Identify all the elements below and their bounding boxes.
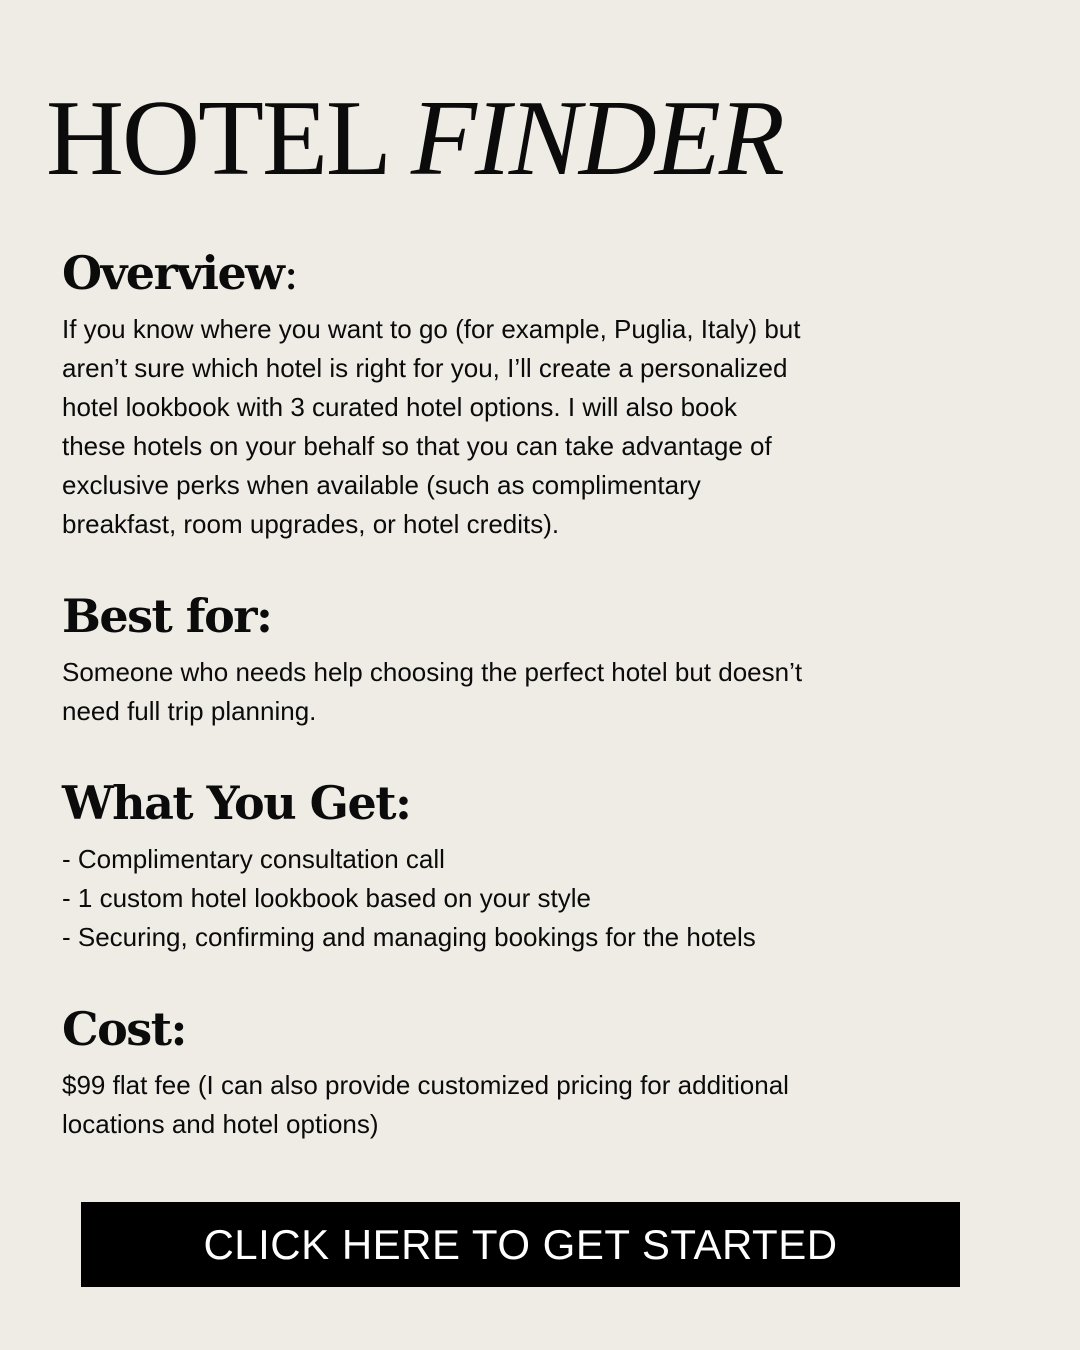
cost-heading: Cost:: [62, 1002, 186, 1056]
get-started-button-label: CLICK HERE TO GET STARTED: [203, 1220, 838, 1268]
get-started-button[interactable]: [81, 1202, 960, 1287]
overview-text: If you know where you want to go (for example, Puglia, Italy) but aren’t sure which hotel is right for you, I’ll create a personalized hotel lookbook with 3 curated hotel options. I will also book these hotels on your behalf so that you can take advantage of exclusive perks when available (such as complimentary breakfast, room upgrades, or hotel credits).: [62, 314, 801, 539]
overview-heading-text: Overview: [62, 246, 284, 300]
what-you-get-section: [62, 776, 942, 957]
title-part-finder: FINDER: [410, 79, 783, 198]
best-for-heading: Best for:: [62, 589, 272, 643]
list-item: - Securing, confirming and managing bookings for the hotels: [62, 922, 756, 952]
best-for-section: [62, 589, 942, 731]
page-title: [46, 79, 783, 198]
title-part-hotel: HOTEL: [46, 79, 386, 198]
overview-heading-colon: :: [283, 246, 298, 300]
cost-text: $99 flat fee (I can also provide customized pricing for additional locations and hotel options): [62, 1070, 789, 1139]
overview-heading: [62, 246, 942, 300]
what-you-get-list: [62, 840, 942, 957]
what-you-get-heading: What You Get:: [62, 776, 411, 830]
list-item: - 1 custom hotel lookbook based on your style: [62, 883, 591, 913]
best-for-text: Someone who needs help choosing the perfect hotel but doesn’t need full trip planning.: [62, 657, 803, 726]
list-item: - Complimentary consultation call: [62, 844, 445, 874]
cost-section: [62, 1002, 942, 1144]
overview-section: [62, 246, 942, 544]
